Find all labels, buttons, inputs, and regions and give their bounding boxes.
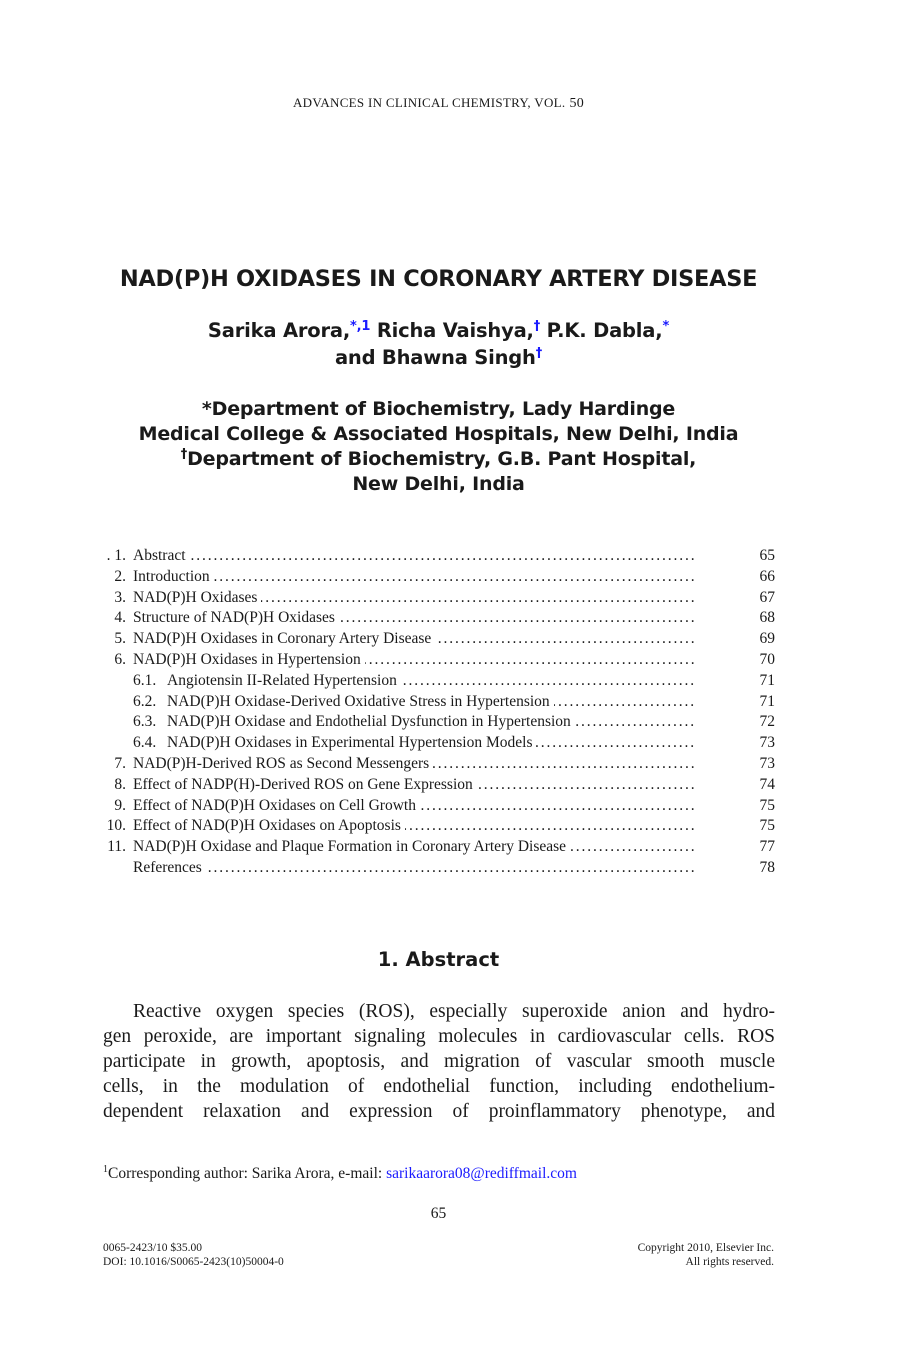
toc-number: 10. bbox=[106, 817, 126, 835]
toc-number: 8. bbox=[114, 775, 126, 793]
page-number: 65 bbox=[430, 1205, 447, 1222]
issn-price: 0065-2423/10 $35.00 bbox=[103, 1242, 203, 1254]
toc-number: 5. bbox=[114, 630, 126, 648]
author-line-2 bbox=[0, 344, 877, 371]
publication-info bbox=[103, 1241, 284, 1269]
toc-title: References . . . bbox=[133, 858, 695, 879]
toc-title: Angiotensin II-Related Hypertension . . . bbox=[167, 671, 695, 692]
toc-entry[interactable] bbox=[100, 816, 780, 837]
author-mark[interactable]: † bbox=[533, 319, 541, 334]
toc-entry[interactable] bbox=[100, 671, 780, 692]
toc-page-number: 74 bbox=[759, 775, 775, 793]
toc-title: Effect of NADP(H)-Derived ROS on Gene Expression . . . bbox=[133, 775, 695, 796]
paragraph-line: Reactive oxygen species (ROS), especially superoxide anion and hydro- bbox=[133, 1001, 775, 1022]
affiliation-line: New Delhi, India bbox=[352, 473, 525, 495]
toc-entry[interactable] bbox=[100, 567, 780, 588]
toc-page-number: 67 bbox=[759, 588, 775, 606]
toc-page-number: 75 bbox=[759, 817, 775, 835]
email-link[interactable]: sarikaarora08@rediffmail.com bbox=[386, 1165, 577, 1182]
doi: DOI: 10.1016/S0065-2423(10)50004-0 bbox=[103, 1256, 284, 1268]
toc-page-number: 73 bbox=[759, 734, 775, 752]
toc-entry[interactable] bbox=[100, 858, 780, 879]
toc-number: 3. bbox=[114, 588, 126, 606]
rights-line: All rights reserved. bbox=[685, 1256, 774, 1268]
author-name: and Bhawna Singh bbox=[334, 346, 536, 369]
paragraph-line: gen peroxide, are important signaling molecules in cardiovascular cells. ROS bbox=[103, 1026, 775, 1047]
toc-entry[interactable] bbox=[100, 546, 780, 567]
toc-entry[interactable] bbox=[100, 796, 780, 817]
author-name: Richa Vaishya, bbox=[376, 319, 534, 342]
table-of-contents bbox=[100, 546, 780, 879]
toc-title: NAD(P)H Oxidases . . . bbox=[133, 588, 695, 609]
toc-page-number: 70 bbox=[759, 650, 775, 668]
toc-number: 11. bbox=[107, 838, 126, 856]
affiliation-line: *Department of Biochemistry, Lady Hardinge bbox=[201, 398, 676, 420]
affiliation-line: Medical College & Associated Hospitals, New Delhi, India bbox=[138, 423, 739, 445]
toc-entry[interactable] bbox=[100, 692, 780, 713]
article-title: NAD(P)H OXIDASES IN CORONARY ARTERY DISEASE bbox=[119, 266, 758, 292]
toc-title: NAD(P)H Oxidases in Hypertension . . . bbox=[133, 650, 695, 671]
toc-number: 6.3. bbox=[133, 713, 157, 731]
toc-entry[interactable] bbox=[100, 733, 780, 754]
toc-number: 6.4. bbox=[133, 734, 157, 752]
author-mark[interactable]: * bbox=[662, 319, 670, 334]
toc-page-number: 69 bbox=[759, 630, 775, 648]
author-name: P.K. Dabla, bbox=[546, 319, 663, 342]
toc-entry[interactable] bbox=[100, 775, 780, 796]
affiliations bbox=[0, 397, 877, 497]
toc-page-number: 71 bbox=[759, 671, 775, 689]
toc-number: 9. bbox=[114, 796, 126, 814]
toc-entry[interactable] bbox=[100, 608, 780, 629]
toc-page-number: 68 bbox=[759, 609, 775, 627]
toc-page-number: 75 bbox=[759, 796, 775, 814]
toc-entry[interactable] bbox=[100, 712, 780, 733]
toc-title: NAD(P)H Oxidases in Experimental Hypertension Models . . . bbox=[167, 733, 695, 754]
toc-entry[interactable] bbox=[100, 588, 780, 609]
toc-title: NAD(P)H Oxidases in Coronary Artery Disease . . . bbox=[133, 629, 695, 650]
running-head bbox=[0, 95, 877, 112]
toc-page-number: 78 bbox=[759, 858, 775, 876]
toc-title: Effect of NAD(P)H Oxidases on Cell Growth . . . bbox=[133, 796, 695, 817]
copyright-line: Copyright 2010, Elsevier Inc. bbox=[637, 1242, 774, 1254]
abstract-paragraph bbox=[103, 999, 775, 1124]
toc-number: 6.1. bbox=[133, 671, 157, 689]
section-heading: 1. Abstract bbox=[377, 948, 500, 971]
toc-number: 7. bbox=[114, 754, 126, 772]
toc-page-number: 77 bbox=[759, 838, 775, 856]
paragraph-line: dependent relaxation and expression of proinflammatory phenotype, and bbox=[103, 1101, 775, 1122]
paragraph-line: cells, in the modulation of endothelial function, including endothelium- bbox=[103, 1076, 775, 1097]
footnote-mark: 1 bbox=[103, 1164, 108, 1175]
volume-number: 50 bbox=[569, 96, 585, 111]
toc-page-number: 73 bbox=[759, 754, 775, 772]
toc-number: 6.2. bbox=[133, 692, 157, 710]
toc-number: 2. bbox=[114, 567, 126, 585]
toc-page-number: 71 bbox=[759, 692, 775, 710]
toc-number: . 1. bbox=[106, 547, 126, 564]
author-line-1 bbox=[0, 317, 877, 344]
paragraph-line: participate in growth, apoptosis, and migration of vascular smooth muscle bbox=[103, 1051, 775, 1072]
author-mark[interactable]: † bbox=[535, 346, 543, 361]
toc-entry[interactable] bbox=[100, 837, 780, 858]
toc-entry[interactable] bbox=[100, 754, 780, 775]
toc-page-number: 65 bbox=[759, 547, 775, 564]
toc-title: Abstract . . . bbox=[133, 546, 695, 567]
author-list bbox=[0, 317, 877, 371]
author-marks[interactable]: *,1 bbox=[350, 319, 371, 334]
toc-title: NAD(P)H-Derived ROS as Second Messengers . . . bbox=[133, 754, 695, 775]
toc-number: 4. bbox=[114, 609, 126, 627]
affiliation-line: †Department of Biochemistry, G.B. Pant Hospital, bbox=[180, 447, 697, 470]
toc-title: Introduction . . . bbox=[133, 567, 695, 588]
toc-title: NAD(P)H Oxidase and Plaque Formation in Coronary Artery Disease . . . bbox=[133, 837, 695, 858]
footnote bbox=[103, 1165, 577, 1183]
author-name: Sarika Arora, bbox=[207, 319, 351, 342]
toc-entry[interactable] bbox=[100, 650, 780, 671]
toc-title: Effect of NAD(P)H Oxidases on Apoptosis . . . bbox=[133, 816, 695, 837]
footnote-text: Corresponding author: Sarika Arora, e-mail: bbox=[108, 1165, 387, 1182]
toc-number: 6. bbox=[114, 650, 126, 668]
toc-entry[interactable] bbox=[100, 629, 780, 650]
journal-name: ADVANCES IN CLINICAL CHEMISTRY, VOL. bbox=[292, 95, 566, 110]
toc-title: Structure of NAD(P)H Oxidases . . . bbox=[133, 608, 695, 629]
toc-title: NAD(P)H Oxidase and Endothelial Dysfunction in Hypertension . . . bbox=[167, 712, 695, 733]
toc-page-number: 72 bbox=[759, 713, 775, 731]
toc-title: NAD(P)H Oxidase-Derived Oxidative Stress in Hypertension . . . bbox=[167, 692, 695, 713]
copyright-info bbox=[560, 1241, 774, 1269]
toc-page-number: 66 bbox=[759, 567, 775, 585]
